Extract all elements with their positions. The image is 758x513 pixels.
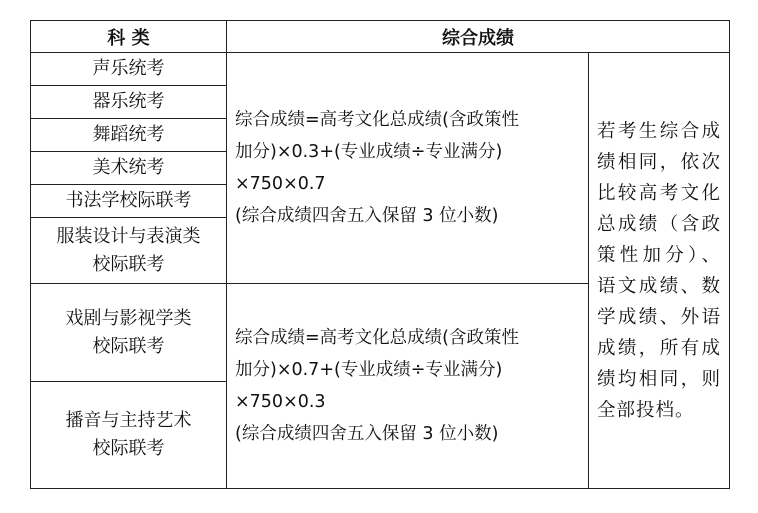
formula-cell-2 — [227, 284, 589, 489]
formula-line: ×750×0.7 — [235, 174, 326, 194]
category-cell: 舞蹈统考 — [31, 119, 227, 152]
formula-line: (综合成绩四舍五入保留 3 位小数) — [235, 424, 499, 444]
table-row — [31, 53, 730, 86]
formula-line: 综合成绩=高考文化总成绩(含政策性 — [235, 328, 519, 348]
category-line: 校际联考 — [92, 253, 165, 275]
formula-cell-1 — [227, 53, 589, 284]
formula-line: 综合成绩=高考文化总成绩(含政策性 — [235, 110, 519, 130]
category-line: 戏剧与影视学类 — [65, 307, 192, 329]
category-cell: 器乐统考 — [31, 86, 227, 119]
category-cell — [31, 218, 227, 284]
category-line: 校际联考 — [92, 335, 165, 357]
formula-line: ×750×0.3 — [235, 392, 326, 412]
category-cell: 声乐统考 — [31, 53, 227, 86]
header-category: 科 类 — [31, 21, 227, 53]
formula-line: (综合成绩四舍五入保留 3 位小数) — [235, 206, 499, 226]
category-line: 校际联考 — [92, 438, 165, 459]
category-cell — [31, 284, 227, 382]
category-cell: 书法学校际联考 — [31, 185, 227, 218]
category-cell: 美术统考 — [31, 152, 227, 185]
score-table — [30, 20, 730, 489]
formula-line: 加分)×0.7+(专业成绩÷专业满分) — [235, 360, 503, 380]
category-line: 播音与主持艺术 — [65, 410, 192, 431]
header-score: 综合成绩 — [227, 21, 730, 53]
header-row — [31, 21, 730, 53]
category-cell — [31, 382, 227, 489]
formula-line: 加分)×0.3+(专业成绩÷专业满分) — [235, 142, 503, 162]
tiebreak-rule-cell: 若考生综合成绩相同，依次比较高考文化总成绩（含政策性加分）、语文成绩、数学成绩、外语成绩，所有成绩均相同，则全部投档。 — [589, 53, 730, 489]
category-line: 服装设计与表演类 — [56, 225, 201, 247]
